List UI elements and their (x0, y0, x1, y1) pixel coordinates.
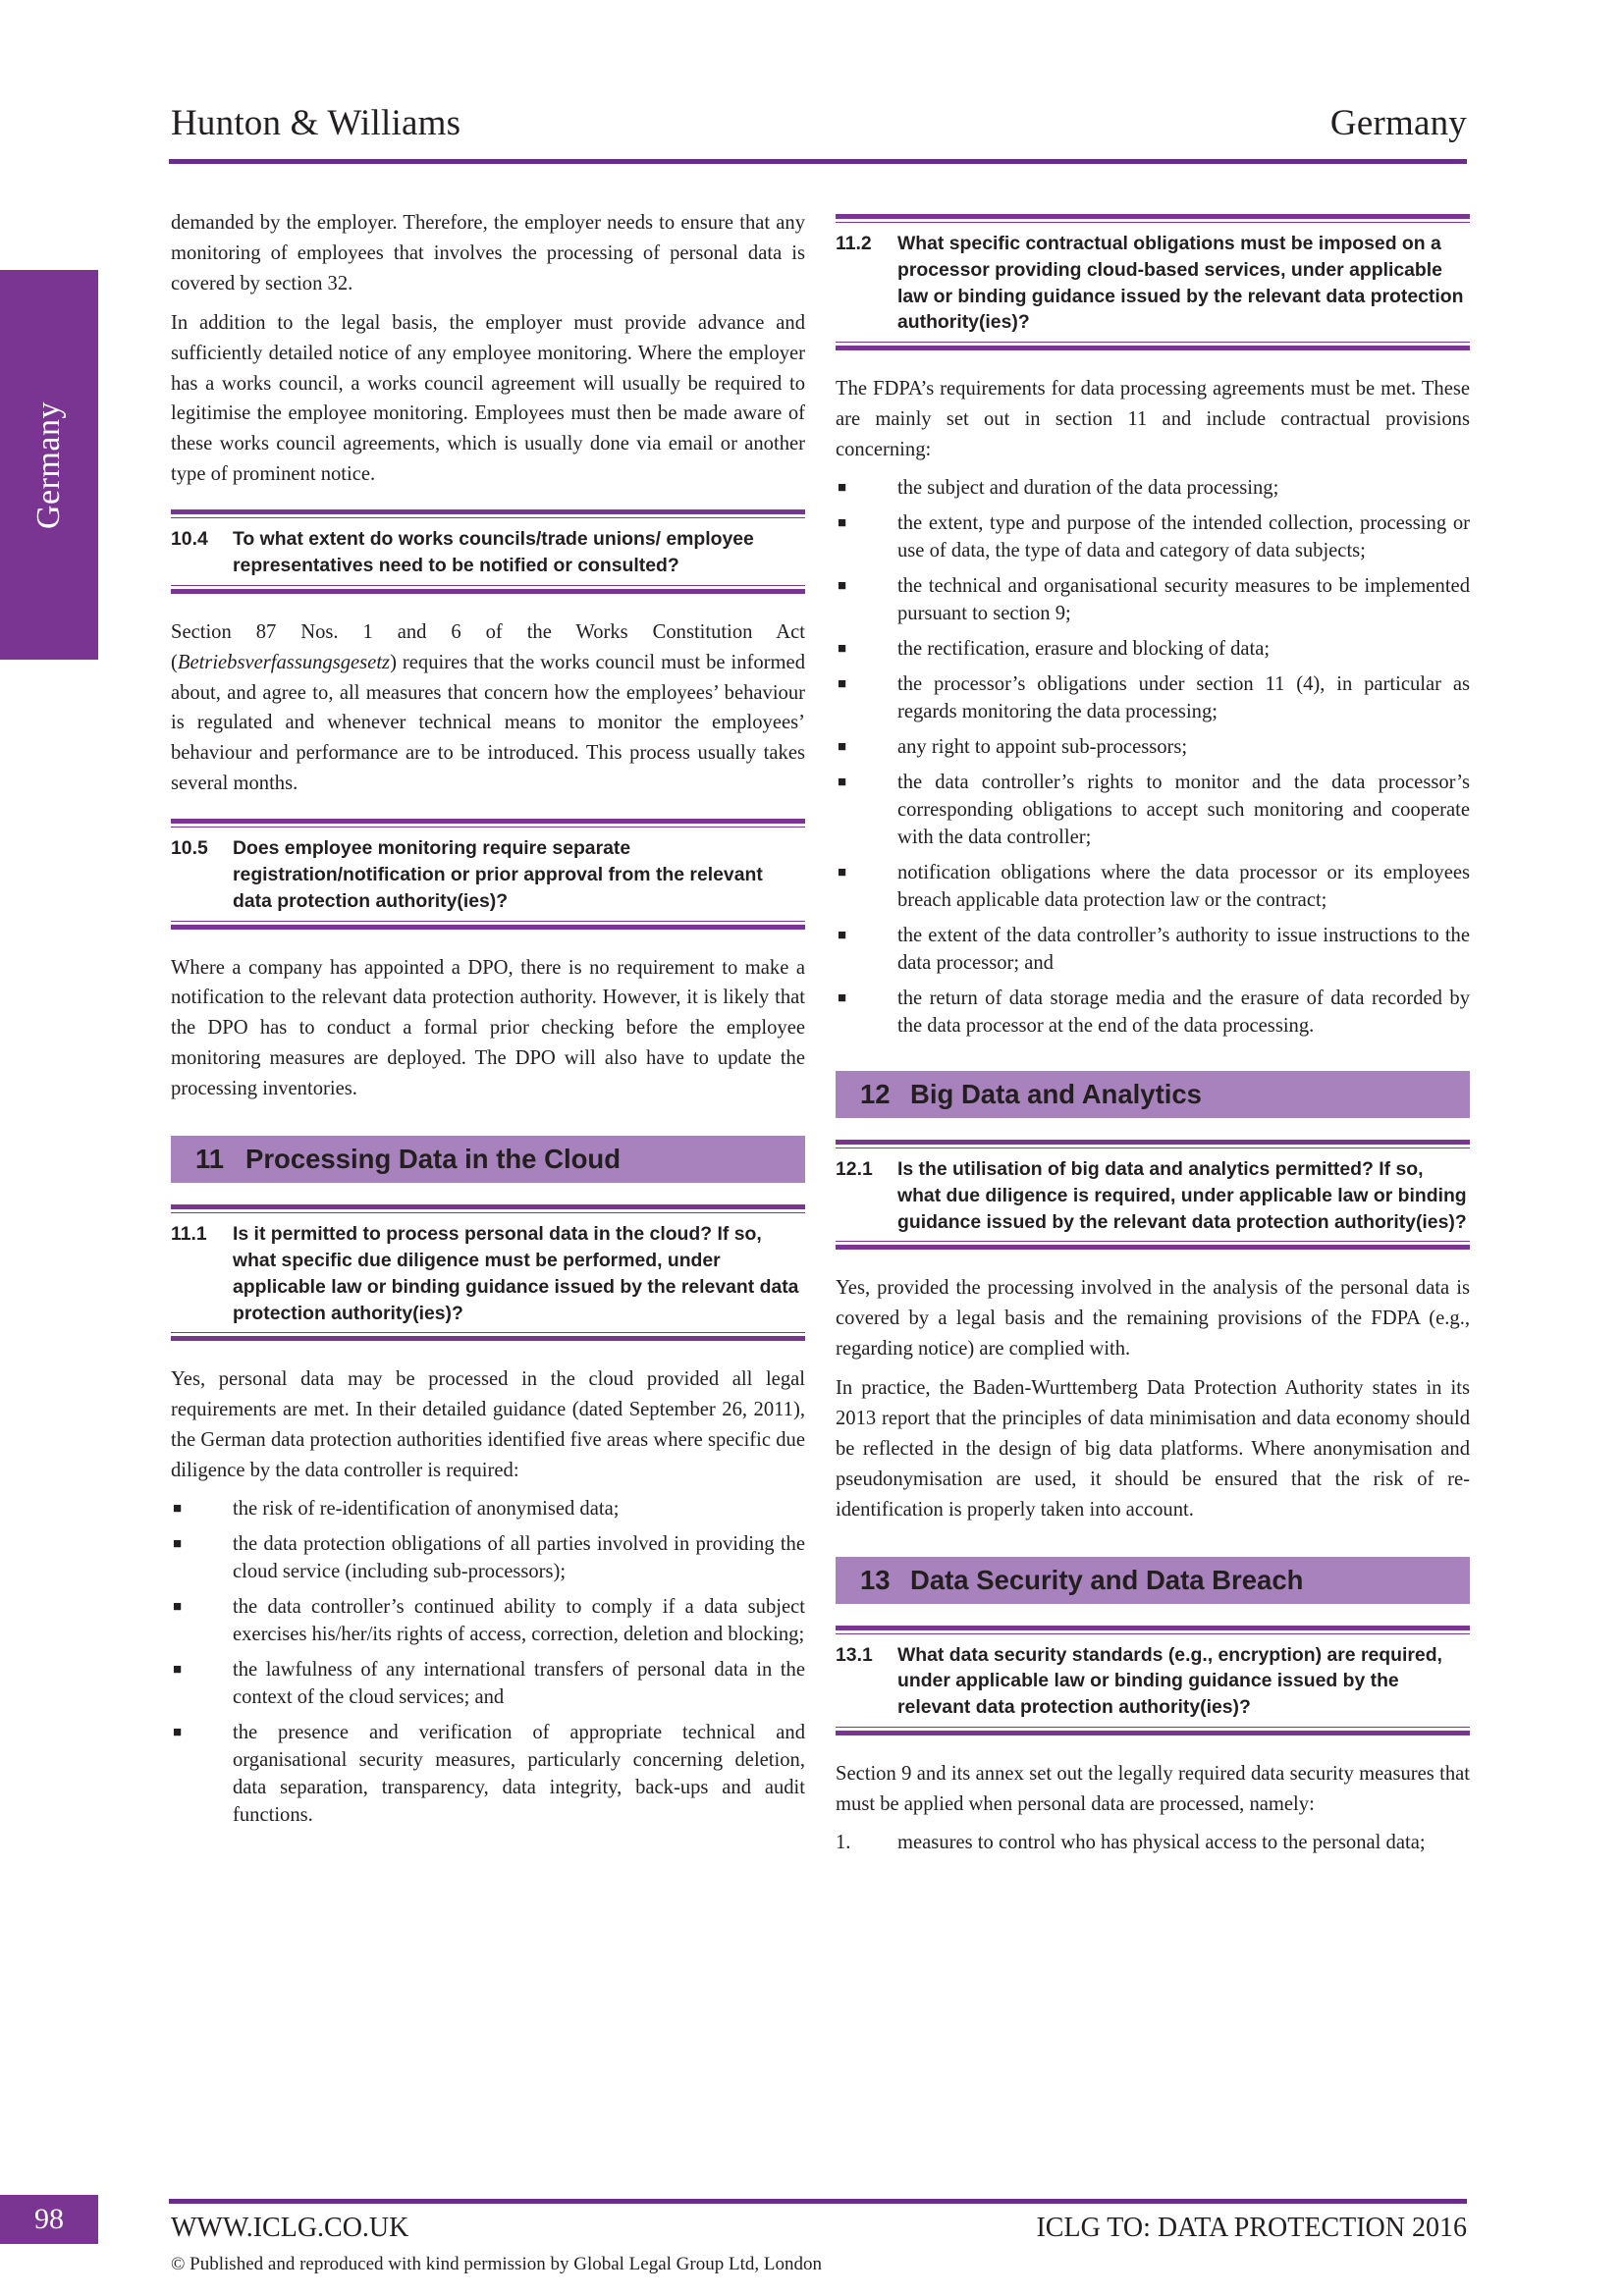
footer-website: WWW.ICLG.CO.UK (171, 2213, 409, 2243)
section-title: Big Data and Analytics (910, 1078, 1202, 1109)
numbered-list (836, 1829, 1470, 1856)
list-item: ■ the rectification, erasure and blocking of data; (838, 637, 1271, 660)
question-text: Does employee monitoring require separate registration/notification or prior approval from the relevant data protection authority(ies)? (233, 837, 763, 912)
left-column (171, 208, 805, 1838)
side-country-tab (0, 270, 98, 660)
section-12-heading (836, 1071, 1470, 1118)
paragraph: Yes, personal data may be processed in the cloud provided all legal requirements are met. In their detailed guidance (dated September 26, 2011), the German data protection authorities identified five areas where specific due diligence by the data controller is required: (171, 1368, 805, 1482)
question-text: What specific contractual obligations must be imposed on a processor providing cloud-based services, under applicable law or binding guidance issued by the relevant data protection authority(ies)? (897, 233, 1464, 334)
list-item: ■ the lawfulness of any international transfers of personal data in the context of the cloud services; and (173, 1658, 805, 1708)
section-11-heading (171, 1136, 805, 1183)
list-item: ■ the processor’s obligations under section 11 (4), in particular as regards monitoring the data processing; (838, 672, 1470, 722)
header-divider (169, 159, 1467, 164)
header-firm-name: Hunton & Williams (171, 103, 461, 143)
question-12-1 (836, 1140, 1470, 1250)
list-item: ■ notification obligations where the data processor or its employees breach applicable data protection law or the contract; (838, 861, 1470, 911)
section-number: 13 (860, 1564, 891, 1595)
list-item: ■ the subject and duration of the data processing; (838, 476, 1279, 499)
list-item: ■ the data controller’s rights to monitor and the data processor’s corresponding obligations to accept such monitoring and cooperate with the data controller; (838, 771, 1470, 848)
paragraph: demanded by the employer. Therefore, the employer needs to ensure that any monitoring of employees that involves the processing of personal data is covered by section 32. (171, 212, 805, 294)
paragraph (171, 617, 805, 799)
bullet-list (836, 474, 1470, 1040)
question-number: 11.2 (836, 233, 872, 254)
list-item: ■ the technical and organisational security measures to be implemented pursuant to section 9; (838, 574, 1470, 624)
header-country: Germany (1329, 103, 1467, 143)
footer-divider (169, 2199, 1467, 2204)
question-10-5 (171, 819, 805, 929)
side-tab-label: Germany (30, 400, 67, 529)
right-column (836, 208, 1470, 1856)
question-number: 13.1 (836, 1643, 873, 1666)
question-13-1 (836, 1626, 1470, 1735)
section-13-heading (836, 1557, 1470, 1604)
list-item: ■ the data controller’s continued ability to comply if a data subject exercises his/her/its rights of access, correction, deletion and blocking; (173, 1595, 805, 1645)
list-item: ■ the return of data storage media and the erasure of data recorded by the data processor at the end of the data processing. (838, 987, 1470, 1037)
paragraph: In addition to the legal basis, the employer must provide advance and sufficiently detailed notice of any employee monitoring. Where the employer has a works council, a works council agreement will usually be required to legitimise the employee monitoring. Employees must then be made aware of these works council agreements, which is usually done via email or another type of prominent notice. (171, 311, 805, 486)
footer-publication: ICLG TO: DATA PROTECTION 2016 (1036, 2213, 1467, 2243)
paragraph: Section 9 and its annex set out the legally required data security measures that must be applied when personal data are processed, namely: (836, 1762, 1470, 1815)
question-text: To what extent do works councils/trade unions/ employee representatives need to be notified or consulted? (233, 528, 754, 576)
question-10-4 (171, 509, 805, 594)
paragraph: In practice, the Baden-Wurttemberg Data Protection Authority states in its 2013 report that the principles of data minimisation and data economy should be reflected in the design of big data platforms. Where anonymisation and pseudonymisation are used, it should be ensured that the risk of re-identification is properly taken into account. (836, 1377, 1470, 1521)
question-number: 11.1 (171, 1223, 207, 1246)
question-11-2 (836, 214, 1470, 350)
question-number: 12.1 (836, 1157, 873, 1180)
copyright-notice: © Published and reproduced with kind permission by Global Legal Group Ltd, London (171, 2254, 822, 2274)
paragraph: Where a company has appointed a DPO, there is no requirement to make a notification to the relevant data protection authority. However, it is likely that the DPO has to conduct a formal prior checking before the employee monitoring measures are deployed. The DPO will also have to update the processing inventories. (171, 956, 805, 1100)
section-number: 11 (195, 1144, 225, 1175)
question-text: Is the utilisation of big data and analytics permitted? If so, what due diligence is required, under applicable law or binding guidance issued by the relevant data protection authority(ies)? (897, 1157, 1467, 1233)
question-text: Is it permitted to process personal data in the cloud? If so, what specific due diligence must be performed, under applicable law or binding guidance issued by the relevant data protection authority(ies)? (233, 1223, 799, 1324)
italic-term: Betriebsverfassungsgesetz (177, 651, 391, 673)
paragraph: The FDPA’s requirements for data processing agreements must be met. These are mainly set out in section 11 and include contractual provisions concerning: (836, 378, 1470, 460)
question-number: 10.5 (171, 837, 208, 860)
question-11-1 (171, 1204, 805, 1341)
list-item: ■ the presence and verification of appropriate technical and organisational security measures, particularly concerning deletion, data separation, transparency, data integrity, back-ups and audit functions. (173, 1721, 805, 1826)
section-title: Processing Data in the Cloud (245, 1144, 622, 1175)
text-run: Section 87 Nos. 1 and 6 of the Works Constitution Act ( (171, 620, 805, 673)
list-item: ■ the extent, type and purpose of the intended collection, processing or use of data, the type of data and category of data subjects; (838, 511, 1470, 561)
list-item: ■ any right to appoint sub-processors; (838, 735, 1188, 758)
page-number: 98 (0, 2195, 98, 2244)
question-text: What data security standards (e.g., encryption) are required, under applicable law or binding guidance issued by the relevant data protection authority(ies)? (897, 1643, 1442, 1719)
list-item: ■ the extent of the data controller’s authority to issue instructions to the data processor; and (838, 924, 1470, 974)
bullet-list (171, 1495, 805, 1829)
list-item: ■ the risk of re-identification of anonymised data; (173, 1497, 620, 1520)
section-title: Data Security and Data Breach (910, 1564, 1304, 1595)
list-item: ■ the data protection obligations of all parties involved in providing the cloud service (including sub-processors); (173, 1532, 805, 1582)
question-number: 10.4 (171, 528, 208, 551)
list-item: 1. measures to control who has physical access to the personal data; (836, 1831, 1426, 1853)
section-number: 12 (860, 1078, 891, 1109)
paragraph: Yes, provided the processing involved in the analysis of the personal data is covered by a legal basis and the remaining provisions of the FDPA (e.g., regarding notice) are complied with. (836, 1277, 1470, 1361)
text-run: ) requires that the works council must be informed about, and agree to, all measures that concern how the employees’ behaviour is regulated and whenever technical means to monitor the employees’ behaviour and performance are to be introduced. This process usually takes several months. (171, 651, 805, 795)
